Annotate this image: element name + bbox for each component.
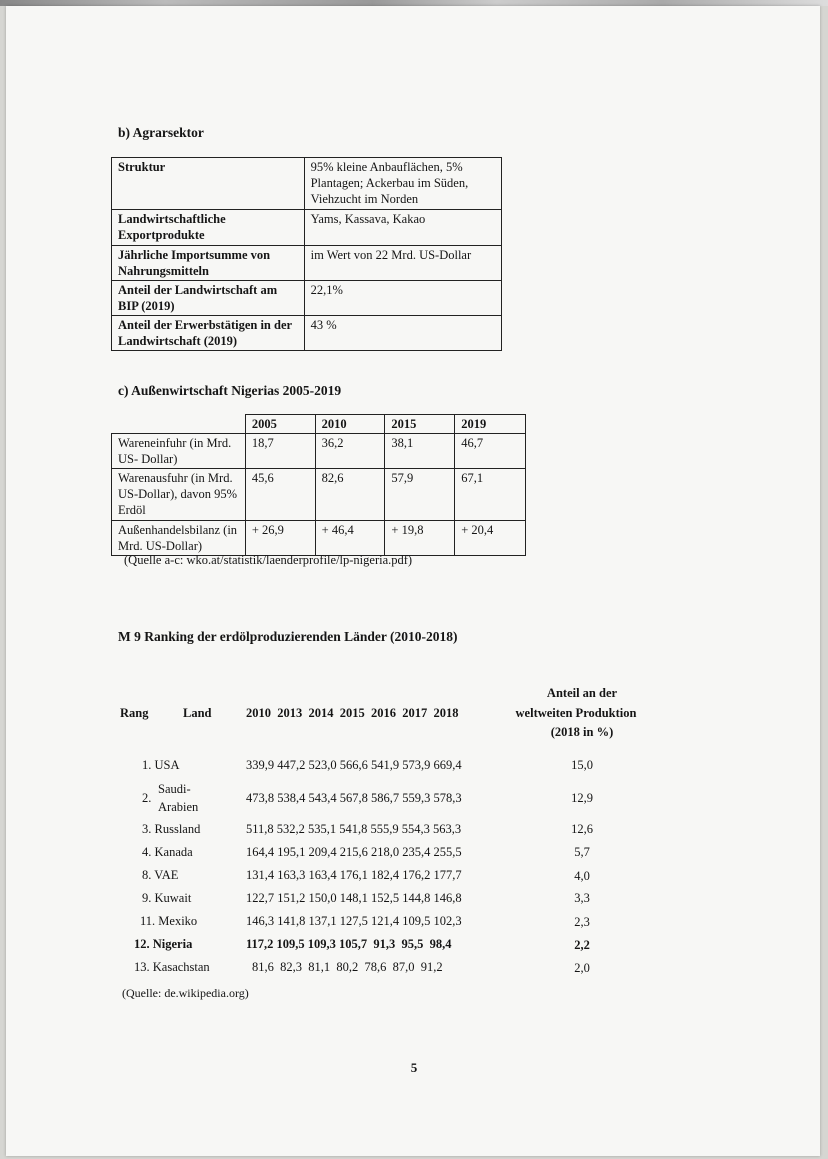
- aussen-label: Wareneinfuhr (in Mrd. US- Dollar): [112, 434, 246, 469]
- rank-land: 12. Nigeria: [134, 937, 193, 951]
- aussen-value: + 26,9: [245, 521, 315, 556]
- agrar-label: Anteil der Erwerbstätigen in der Landwirtschaft (2019): [112, 316, 305, 351]
- aussen-heading: c) Außenwirtschaft Nigerias 2005-2019: [118, 383, 342, 398]
- rank-share: 4,0: [574, 869, 590, 883]
- aussen-value: + 46,4: [315, 521, 385, 556]
- rank-land: Arabien: [158, 800, 199, 814]
- aussen-value: 38,1: [385, 434, 455, 469]
- col-land: Land: [183, 706, 212, 720]
- rank-share: 12,9: [571, 791, 593, 805]
- aussen-label: Warenausfuhr (in Mrd. US-Dollar), davon 95% Erdöl: [112, 469, 246, 521]
- rank-land: 3. Russland: [142, 822, 201, 836]
- aussen-value: 18,7: [245, 434, 315, 469]
- rank-values: 339,9 447,2 523,0 566,6 541,9 573,9 669,4: [246, 758, 462, 772]
- rank-values: 122,7 151,2 150,0 148,1 152,5 144,8 146,8: [246, 891, 462, 905]
- table-row: [112, 316, 502, 351]
- aussen-value: + 19,8: [385, 521, 455, 556]
- agrar-value: 43 %: [304, 316, 501, 351]
- page-number: 5: [410, 1060, 418, 1075]
- rank-share: 12,6: [571, 822, 593, 836]
- agrar-table: [111, 157, 502, 351]
- rank-share: 2,3: [574, 915, 590, 929]
- col-years: 2010 2013 2014 2015 2016 2017 2018: [246, 706, 459, 720]
- aussen-value: 46,7: [455, 434, 526, 469]
- aussen-value: 36,2: [315, 434, 385, 469]
- ranking-table: [112, 680, 672, 988]
- agrar-value: im Wert von 22 Mrd. US-Dollar: [304, 246, 501, 281]
- agrar-value: Yams, Kassava, Kakao: [304, 210, 501, 246]
- table-row: [112, 158, 502, 210]
- table-row: [112, 210, 502, 246]
- table-row: [112, 960, 672, 988]
- m9-heading: M 9 Ranking der erdölproduzierenden Länder (2010-2018): [118, 629, 458, 644]
- rank-share: 5,7: [574, 845, 590, 859]
- agrar-value: 22,1%: [304, 281, 501, 316]
- col-share-2: weltweiten Produktion: [515, 706, 637, 720]
- table-row: [112, 415, 526, 434]
- aussen-value: 82,6: [315, 469, 385, 521]
- col-share-1: Anteil an der: [546, 686, 618, 700]
- rank-land: 9. Kuwait: [142, 891, 192, 905]
- col-rang: Rang: [120, 706, 149, 720]
- agrar-label: Struktur: [112, 158, 305, 210]
- table-row: [112, 780, 672, 820]
- rank-land: 8. VAE: [142, 868, 179, 882]
- year-header: 2019: [455, 415, 526, 434]
- rank-share: 3,3: [574, 891, 590, 905]
- rank-values: 117,2 109,5 109,3 105,7 91,3 95,5 98,4: [246, 937, 452, 951]
- rank-values: 473,8 538,4 543,4 567,8 586,7 559,3 578,3: [246, 791, 462, 805]
- rank-land: 11. Mexiko: [140, 914, 198, 928]
- rank-land: 4. Kanada: [142, 845, 193, 859]
- year-header: 2015: [385, 415, 455, 434]
- agrar-label: Anteil der Landwirtschaft am BIP (2019): [112, 281, 305, 316]
- table-row: [112, 868, 672, 892]
- aussen-value: + 20,4: [455, 521, 526, 556]
- aussen-value: 67,1: [455, 469, 526, 521]
- year-header: 2010: [315, 415, 385, 434]
- aussen-label: Außenhandelsbilanz (in Mrd. US-Dollar): [112, 521, 246, 556]
- table-row: [112, 756, 672, 780]
- table-row: [112, 469, 526, 521]
- ranking-header: [112, 680, 672, 750]
- rank-number: 2.: [142, 791, 152, 805]
- rank-land: 1. USA: [142, 758, 180, 772]
- rank-share: 2,0: [574, 961, 590, 975]
- aussen-source: (Quelle a-c: wko.at/statistik/laenderprofile/lp-nigeria.pdf): [124, 553, 413, 567]
- table-row: [112, 434, 526, 469]
- rank-land: Saudi-: [158, 782, 191, 796]
- rank-values: 146,3 141,8 137,1 127,5 121,4 109,5 102,3: [246, 914, 462, 928]
- m9-source: (Quelle: de.wikipedia.org): [122, 986, 249, 1000]
- table-row: [112, 820, 672, 844]
- rank-land: 13. Kasachstan: [134, 960, 210, 974]
- aussen-table: [111, 414, 526, 556]
- agrar-value: 95% kleine Anbauflächen, 5% Plantagen; Ackerbau im Süden, Viehzucht im Norden: [304, 158, 501, 210]
- rank-share: 15,0: [571, 758, 593, 772]
- table-row: [112, 892, 672, 916]
- aussen-value: 45,6: [245, 469, 315, 521]
- rank-values: 131,4 163,3 163,4 176,1 182,4 176,2 177,7: [246, 868, 462, 882]
- agrar-label: Landwirtschaftliche Exportprodukte: [112, 210, 305, 246]
- aussen-value: 57,9: [385, 469, 455, 521]
- year-header: 2005: [245, 415, 315, 434]
- rank-values: 164,4 195,1 209,4 215,6 218,0 235,4 255,5: [246, 845, 462, 859]
- rank-values: 511,8 532,2 535,1 541,8 555,9 554,3 563,3: [246, 822, 462, 836]
- table-row: [112, 844, 672, 868]
- rank-values: 81,6 82,3 81,1 80,2 78,6 87,0 91,2: [252, 960, 443, 974]
- table-row: [112, 281, 502, 316]
- table-row: [112, 246, 502, 281]
- col-share-3: (2018 in %): [550, 725, 614, 739]
- agrar-heading: b) Agrarsektor: [118, 125, 204, 140]
- table-row: [112, 521, 526, 556]
- empty-cell: [112, 415, 246, 434]
- rank-share: 2,2: [574, 938, 590, 952]
- agrar-label: Jährliche Importsumme von Nahrungsmitteln: [112, 246, 305, 281]
